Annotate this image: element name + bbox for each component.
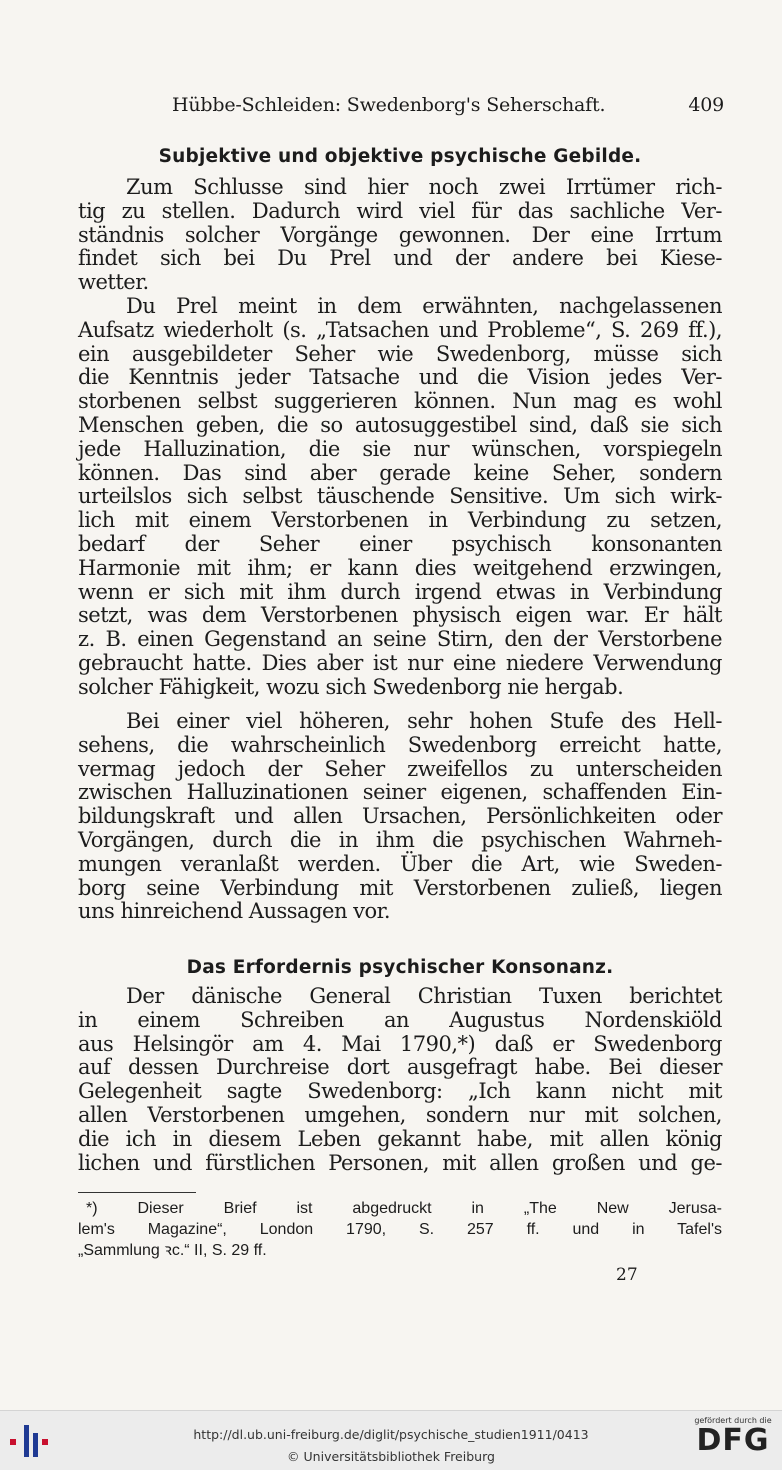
viewer-footer (0, 1410, 782, 1470)
text-line: aus Helsingör am 4. Mai 1790,*) daß er Swedenborg (78, 1031, 722, 1056)
footnote-rule (78, 1192, 196, 1193)
copyright-notice: © Universitätsbibliothek Freiburg (287, 1449, 495, 1464)
text-line: bedarf der Seher einer psychisch konsonanten (78, 531, 722, 556)
text-line: in einem Schreiben an Augustus Nordenskiöld (78, 1007, 722, 1032)
text-line: Der dänische General Christian Tuxen berichtet (126, 984, 722, 1008)
text-line: allen Verstorbenen umgehen, sondern nur mit solchen, (78, 1102, 722, 1127)
text-line: können. Das sind aber gerade keine Seher, sondern (78, 460, 722, 485)
footnote-line: „Sammlung ꝛc.“ II, S. 29 ff. (78, 1242, 267, 1259)
text-line: sehens, die wahrscheinlich Swedenborg erreicht hatte, (78, 732, 722, 757)
text-line: Menschen geben, die so autosuggestibel sind, daß sie sich (78, 412, 722, 437)
paragraph-4 (78, 985, 722, 1175)
document-url-link[interactable]: http://dl.ub.uni-freiburg.de/diglit/psychische_studien1911/0413 (193, 1427, 589, 1442)
section-heading-2: Das Erfordernis psychischer Konsonanz. (186, 957, 614, 978)
text-line: lich mit einem Verstorbenen in Verbindung zu setzen, (78, 508, 722, 533)
paragraph-3 (78, 710, 722, 924)
ub-freiburg-logo-icon[interactable] (8, 1421, 52, 1461)
footnote-line: lem's Magazine“, London 1790, S. 257 ff. und in Tafel's (78, 1221, 722, 1238)
text-line: borg seine Verbindung mit Verstorbenen zuließ, liegen (78, 875, 722, 900)
text-line: Aufsatz wiederholt (s. „Tatsachen und Probleme“, S. 269 ff.), (78, 317, 722, 342)
text-line: vermag jedoch der Seher zweifellos zu unterscheiden (78, 756, 722, 781)
footnote (78, 1198, 722, 1261)
footnote-line: *) Dieser Brief ist abgedruckt in „The New Jerusa- (86, 1200, 722, 1217)
paragraph-2 (78, 295, 722, 700)
running-head (172, 94, 724, 116)
text-line: uns hinreichend Aussagen vor. (78, 899, 391, 924)
text-line: urteilslos sich selbst täuschende Sensitive. Um sich wirk- (78, 484, 722, 509)
paragraph-1 (78, 176, 722, 295)
text-line: Zum Schlusse sind hier noch zwei Irrtümer rich- (126, 175, 722, 199)
text-line: lichen und fürstlichen Personen, mit allen großen und ge- (78, 1150, 722, 1175)
text-line: Du Prel meint in dem erwähnten, nachgelassenen (126, 294, 722, 318)
text-line: ständnis solcher Vorgänge gewonnen. Der eine Irrtum (78, 222, 722, 247)
dfg-logo[interactable] (692, 1416, 774, 1457)
text-line: ein ausgebildeter Seher wie Swedenborg, müsse sich (78, 341, 722, 366)
page-number: 409 (688, 94, 724, 116)
text-line: zwischen Halluzinationen seiner eigenen, schaffenden Ein- (78, 780, 722, 805)
text-line: bildungskraft und allen Ursachen, Persönlichkeiten oder (78, 804, 722, 829)
dfg-wordmark: DFG (696, 1423, 770, 1458)
text-line: die ich in diesem Leben gekannt habe, mit allen könig (78, 1126, 722, 1151)
text-line: solcher Fähigkeit, wozu sich Swedenborg nie hergab. (78, 674, 624, 699)
text-line: die Kenntnis jeder Tatsache und die Vision jedes Ver- (78, 365, 722, 390)
text-line: Gelegenheit sagte Swedenborg: „Ich kann nicht mit (78, 1079, 722, 1104)
text-line: Harmonie mit ihm; er kann dies weitgehend erzwingen, (78, 555, 722, 580)
running-title: Hübbe-Schleiden: Swedenborg's Seherschaft. (172, 94, 606, 116)
text-line: Vorgängen, durch die in ihm die psychischen Wahrneh- (78, 827, 722, 852)
text-line: mungen veranlaßt werden. Über die Art, wie Sweden- (78, 851, 722, 876)
text-line: wetter. (78, 270, 149, 295)
text-line: Bei einer viel höheren, sehr hohen Stufe des Hell- (126, 709, 722, 733)
text-line: findet sich bei Du Prel und der andere bei Kiese- (78, 246, 722, 271)
dfg-note: gefördert durch die (694, 1416, 772, 1425)
text-line: tig zu stellen. Dadurch wird viel für das sachliche Ver- (78, 198, 722, 223)
text-line: setzt, was dem Verstorbenen physisch eigen war. Er hält (78, 603, 722, 628)
text-line: gebraucht hatte. Dies aber ist nur eine niedere Verwendung (78, 650, 722, 675)
sheet-number: 27 (616, 1265, 638, 1285)
text-line: z. B. einen Gegenstand an seine Stirn, den der Verstorbene (78, 627, 722, 652)
text-line: storbenen selbst suggerieren können. Nun mag es wohl (78, 389, 722, 414)
text-line: wenn er sich mit ihm durch irgend etwas in Verbindung (78, 579, 722, 604)
text-line: jede Halluzination, die sie nur wünschen, vorspiegeln (78, 436, 722, 461)
text-line: auf dessen Durchreise dort ausgefragt habe. Bei dieser (78, 1055, 722, 1080)
section-heading-1: Subjektive und objektive psychische Gebilde. (158, 146, 642, 167)
